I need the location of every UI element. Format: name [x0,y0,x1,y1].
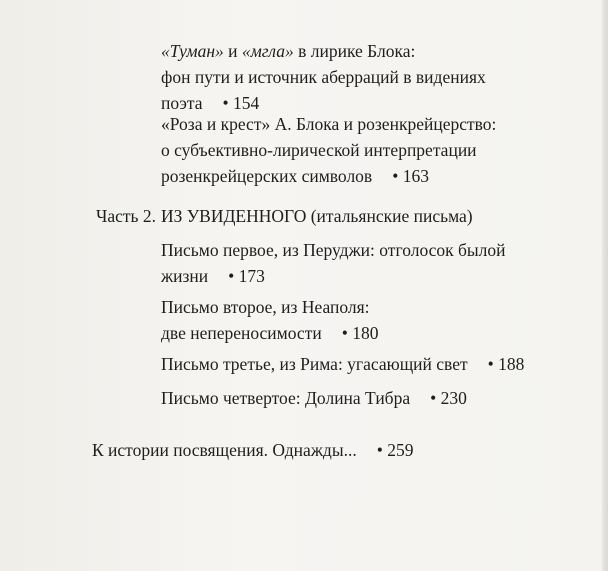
italic-word: «мгла» [241,41,294,61]
title-text: в лирике Блока: [293,41,416,61]
toc-entry-line: о субъективно-лирической интерпретации [161,140,477,160]
connector-text: и [223,41,242,61]
toc-entry-letter3 [161,351,524,377]
title-text: жизни [161,266,209,286]
title-text: Письмо четвертое: Долина Тибра [161,388,411,408]
toc-entry-line [161,320,378,346]
page-number: • 188 [487,354,525,374]
title-text: поэта [161,93,203,113]
page-number: • 230 [430,388,467,408]
toc-entry-line: Письмо второе, из Неаполя: [161,297,370,317]
toc-entry-line [161,351,524,377]
toc-entry-line: «Роза и крест» А. Блока и розенкрейцерство: [161,114,497,134]
part-label: Часть 2. [96,206,157,226]
title-text: две непереносимости [161,323,322,343]
page-edge [602,0,608,571]
toc-entry-letter1 [161,237,506,289]
toc-entry-rose [161,111,496,189]
part-title: ИЗ УВИДЕННОГО (итальянские письма) [161,206,473,226]
page-number: • 180 [341,323,379,343]
page-number: • 259 [376,440,414,460]
toc-entry-letter2 [161,294,378,346]
toc-entry-line [161,263,506,289]
italic-word: «Туман» [161,41,224,61]
toc-entry-line [161,163,496,189]
page-number: • 163 [392,166,429,186]
toc-entry-line [161,385,467,411]
title-text: К истории посвящения. Однажды... [92,440,357,460]
toc-entry-line [161,38,486,64]
toc-entry-letter4 [161,385,467,411]
toc-entry-fog [161,38,486,116]
title-text: Письмо третье, из Рима: угасающий свет [161,354,468,374]
toc-entry-line: Письмо первое, из Перуджи: отголосок былой [161,240,506,260]
title-text: розенкрейцерских символов [161,166,373,186]
page-number: • 154 [222,93,260,113]
page-number: • 173 [228,266,265,286]
toc-entry-dedication [92,437,413,463]
toc-entry-line: фон пути и источник аберраций в видениях [161,67,486,87]
toc-entry-line [92,437,413,463]
